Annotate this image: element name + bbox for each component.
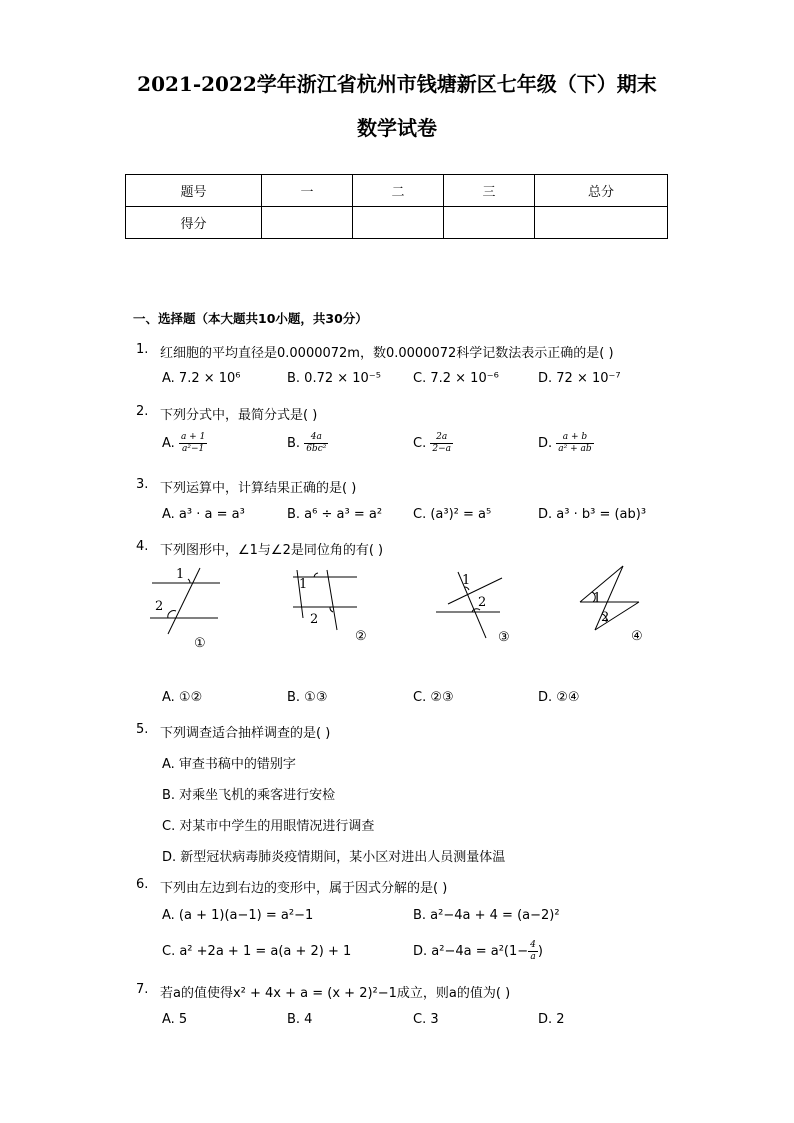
angle-label-1: 1	[176, 567, 185, 582]
option-b[interactable]: B. 对乘坐飞机的乘客进行安检	[162, 788, 336, 803]
figure-3	[432, 566, 522, 651]
option-d[interactable]: D. 新型冠状病毒肺炎疫情期间，某小区对进出人员测量体温	[162, 850, 506, 865]
angle-label-2: 2	[310, 612, 319, 627]
question-number: 4.	[136, 539, 149, 554]
denominator: a²−1	[181, 444, 205, 454]
angle-label-2: 2	[478, 595, 487, 610]
fraction	[179, 432, 207, 455]
table-row-label: 得分	[126, 207, 262, 239]
numerator: 2a	[430, 432, 453, 444]
option-d[interactable]: D. 2	[538, 1012, 565, 1027]
question-number: 1.	[136, 342, 149, 357]
option-text: D. a²−4a = a²(1−	[413, 944, 529, 959]
option-c[interactable]: C. ②③	[413, 690, 454, 705]
section-title: 一、选择题（本大题共10小题，共30分）	[133, 311, 368, 326]
figure-1	[140, 560, 230, 650]
angle-label-2: 2	[155, 599, 164, 614]
option-a[interactable]: A. a³ · a = a³	[162, 507, 245, 522]
figure-label: ②	[355, 629, 367, 644]
option-b[interactable]: B. a⁶ ÷ a³ = a²	[287, 507, 383, 522]
figure-label: ③	[498, 630, 510, 645]
angle-label-1: 1	[593, 591, 602, 606]
question-text: 下列图形中，∠1与∠2是同位角的有( )	[160, 543, 384, 558]
score-cell[interactable]	[353, 207, 444, 239]
figure-label: ①	[194, 636, 206, 650]
question-number: 3.	[136, 477, 149, 492]
option-b[interactable]: B. 4	[287, 1012, 313, 1027]
option-b[interactable]	[287, 432, 328, 455]
table-header-cell: 一	[262, 175, 353, 207]
numerator: a + b	[556, 432, 593, 444]
option-d[interactable]	[413, 940, 543, 963]
option-c[interactable]: C. 7.2 × 10⁻⁶	[413, 371, 499, 386]
question-text: 红细胞的平均直径是0.0000072m，数0.0000072科学记数法表示正确的是( )	[160, 346, 614, 361]
table-header-cell: 总分	[535, 175, 668, 207]
question-text: 下列调查适合抽样调查的是( )	[160, 726, 331, 741]
score-table-header-row	[126, 175, 668, 207]
angle-label-1: 1	[299, 577, 308, 592]
option-letter: C.	[413, 436, 427, 451]
question-number: 6.	[136, 877, 149, 892]
question-number: 7.	[136, 982, 149, 997]
option-d[interactable]: D. 72 × 10⁻⁷	[538, 371, 621, 386]
table-header-cell: 二	[353, 175, 444, 207]
option-d[interactable]: D. ②④	[538, 690, 580, 705]
angle-label-2: 2	[601, 610, 610, 625]
score-table-row	[126, 207, 668, 239]
option-b[interactable]: B. 0.72 × 10⁻⁵	[287, 371, 381, 386]
option-c[interactable]	[413, 432, 453, 455]
fraction	[528, 940, 538, 963]
denominator: a	[530, 952, 536, 962]
angle-label-1: 1	[462, 573, 471, 588]
score-cell[interactable]	[535, 207, 668, 239]
option-a[interactable]: A. 5	[162, 1012, 188, 1027]
denominator: 6bc²	[306, 444, 327, 454]
option-text-tail: )	[537, 944, 543, 959]
page-subtitle: 数学试卷	[357, 116, 437, 140]
figure-2	[285, 562, 375, 647]
option-c[interactable]: C. (a³)² = a⁵	[413, 507, 492, 522]
option-letter: A.	[162, 436, 175, 451]
option-b[interactable]: B. ①③	[287, 690, 328, 705]
table-header-cell: 题号	[126, 175, 262, 207]
fraction	[430, 432, 453, 455]
option-a[interactable]: A. 7.2 × 10⁶	[162, 371, 241, 386]
option-d[interactable]	[538, 432, 594, 455]
option-a[interactable]	[162, 432, 207, 455]
option-letter: B.	[287, 436, 301, 451]
fraction	[556, 432, 593, 455]
score-cell[interactable]	[444, 207, 535, 239]
option-c[interactable]: C. 3	[413, 1012, 439, 1027]
question-text: 下列分式中，最简分式是( )	[160, 408, 318, 423]
option-a[interactable]: A. (a + 1)(a−1) = a²−1	[162, 908, 314, 923]
numerator: 4	[530, 940, 536, 950]
denominator: a² + ab	[558, 444, 592, 454]
option-a[interactable]: A. ①②	[162, 690, 203, 705]
question-text: 下列由左边到右边的变形中，属于因式分解的是( )	[160, 881, 448, 896]
option-c[interactable]: C. 对某市中学生的用眼情况进行调查	[162, 819, 375, 834]
score-cell[interactable]	[262, 207, 353, 239]
fraction	[304, 432, 328, 455]
figure-4	[575, 562, 655, 647]
option-d[interactable]: D. a³ · b³ = (ab)³	[538, 507, 647, 522]
score-table	[125, 174, 668, 239]
question-text: 若a的值使得x² + 4x + a = (x + 2)²−1成立，则a的值为( )	[160, 986, 511, 1001]
question-number: 2.	[136, 404, 149, 419]
numerator: a + 1	[180, 432, 206, 442]
option-b[interactable]: B. a²−4a + 4 = (a−2)²	[413, 908, 560, 923]
question-text: 下列运算中，计算结果正确的是( )	[160, 481, 357, 496]
numerator: 4a	[304, 432, 328, 444]
denominator: 2−a	[432, 444, 451, 454]
option-c[interactable]: C. a² +2a + 1 = a(a + 2) + 1	[162, 944, 352, 959]
page-title: 2021-2022学年浙江省杭州市钱塘新区七年级（下）期末	[137, 72, 657, 96]
option-a[interactable]: A. 审查书稿中的错别字	[162, 757, 296, 772]
option-letter: D.	[538, 436, 553, 451]
question-number: 5.	[136, 722, 149, 737]
table-header-cell: 三	[444, 175, 535, 207]
figure-label: ④	[631, 629, 643, 644]
